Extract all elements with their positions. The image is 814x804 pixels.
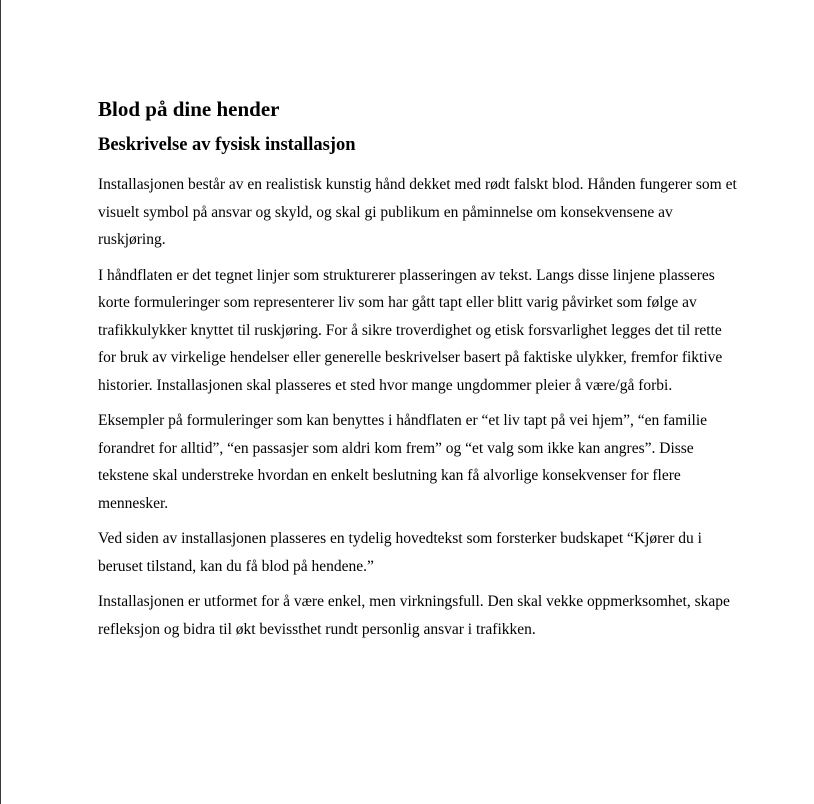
paragraph-description: Installasjonen består av en realistisk kunstig hånd dekket med rødt falskt blod. Hånden fungerer som et visuelt symbol på ansvar og skyld, og skal gi publikum en påminnelse om konsekvensene av ruskjøring. — [98, 176, 737, 248]
paragraph-conclusion: Installasjonen er utformet for å være enkel, men virkningsfull. Den skal vekke oppmerksomhet, skape refleksjon og bidra til økt bevissthet rundt personlig ansvar i trafikken. — [98, 593, 730, 638]
document-content — [98, 96, 738, 651]
paragraph-palm-lines: I håndflaten er det tegnet linjer som strukturerer plasseringen av tekst. Langs disse linjene plasseres korte formuleringer som representerer liv som har gått tapt eller blitt varig påvirket som følge av trafikkulykker knyttet til ruskjøring. For å sikre troverdighet og etisk forsvarlighet legges det til rette for bruk av virkelige hendelser eller generelle beskrivelser basert på faktiske ulykker, fremfor fiktive historier. Installasjonen skal plasseres et sted hvor mange ungdommer pleier å være/gå forbi. — [98, 266, 723, 394]
paragraph-examples: Eksempler på formuleringer som kan benyttes i håndflaten er “et liv tapt på vei hjem”, “en familie forandret for alltid”, “en passasjer som aldri kom frem” og “et valg som ikke kan angres”. Disse tekstene skal understreke hvordan en enkelt beslutning kan få alvorlige konsekvenser for flere mennesker. — [98, 412, 708, 512]
document-subtitle: Beskrivelse av fysisk installasjon — [98, 135, 356, 155]
paragraph-main-text: Ved siden av installasjonen plasseres en tydelig hovedtekst som forsterker budskapet “Kjører du i beruset tilstand, kan du få blod på hendene.” — [98, 530, 702, 575]
document-title: Blod på dine hender — [98, 97, 280, 121]
